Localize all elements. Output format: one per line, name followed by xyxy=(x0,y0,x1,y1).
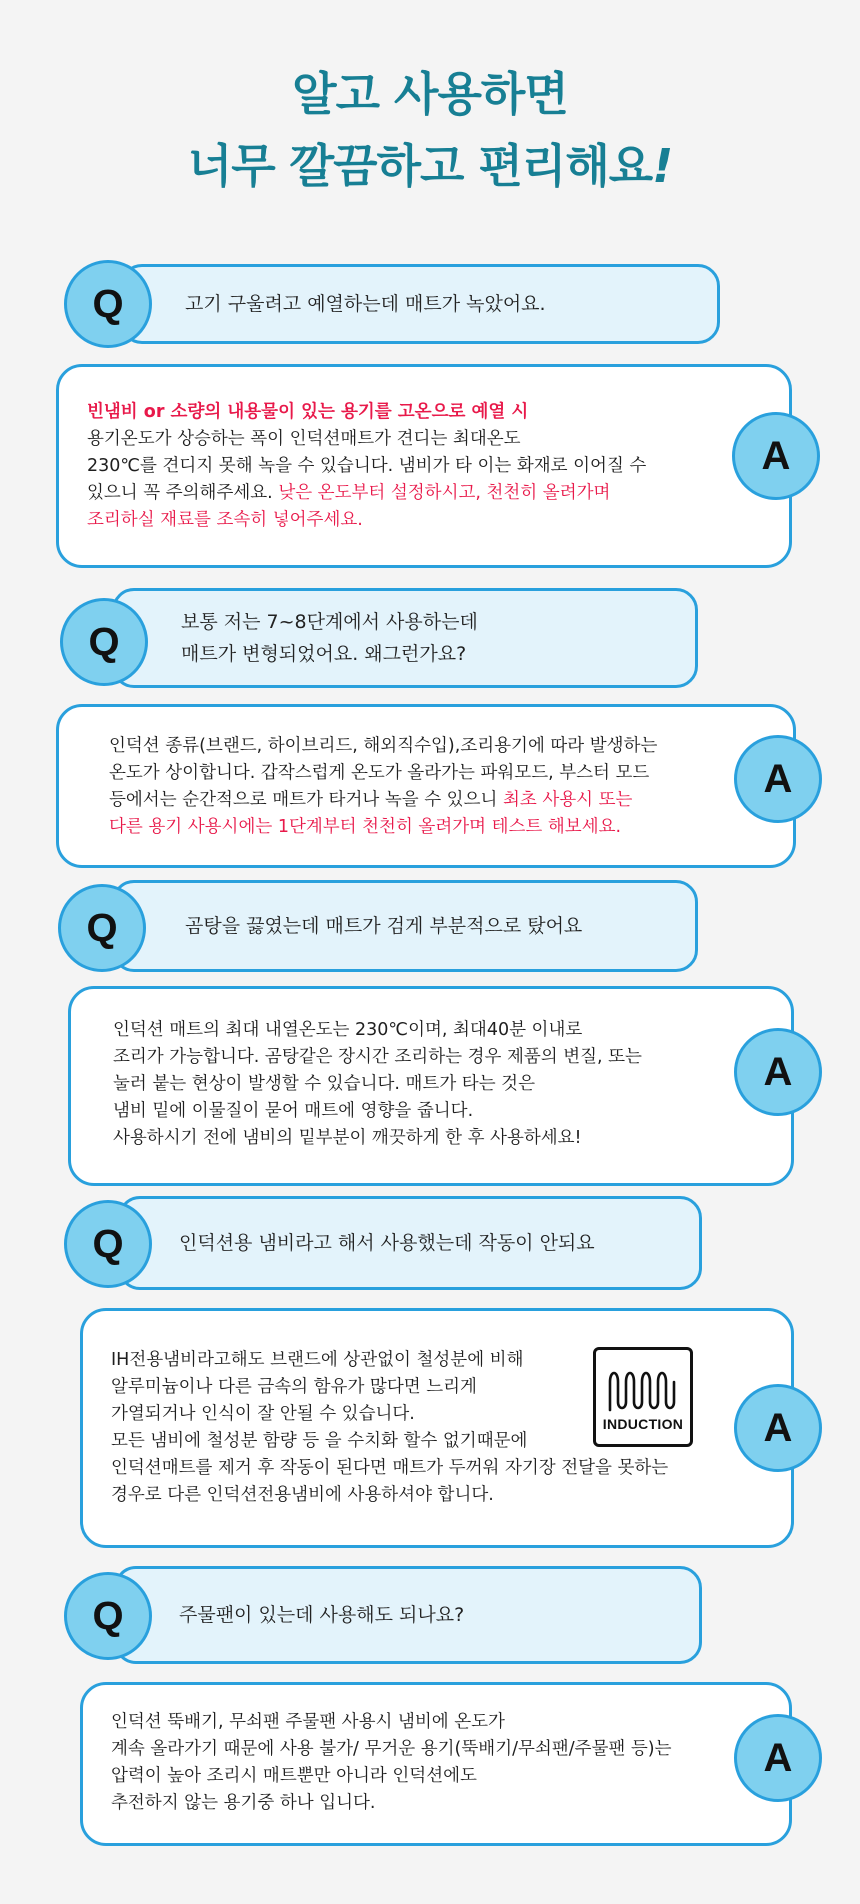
faq-2-answer-line: 등에서는 순간적으로 매트가 타거나 녹을 수 있으니 최초 사용시 또는 xyxy=(109,790,633,810)
faq-5-answer-line: 계속 올라가기 때문에 사용 불가/ 무거운 용기(뚝배기/무쇠팬/주물팬 등)는 xyxy=(111,1739,672,1759)
faq-3-answer-line: 인덕션 매트의 최대 내열온도는 230℃이며, 최대40분 이내로 xyxy=(113,1020,583,1040)
faq-1-answer-highlight: 조리하실 재료를 조속히 넣어주세요. xyxy=(87,510,363,530)
faq-5-a-badge: A xyxy=(734,1714,822,1802)
faq-5-question-text: 주물팬이 있는데 사용해도 되나요? xyxy=(179,1604,465,1626)
faq-2-a-badge: A xyxy=(734,735,822,823)
faq-2-answer-box xyxy=(56,704,796,868)
faq-1-question-text: 고기 구울려고 예열하는데 매트가 녹았어요. xyxy=(185,293,546,315)
faq-4-a-badge: A xyxy=(734,1384,822,1472)
faq-4-question-text: 인덕션용 냄비라고 해서 사용했는데 작동이 안되요 xyxy=(179,1232,595,1254)
faq-4-answer-line: IH전용냄비라고해도 브랜드에 상관없이 철성분에 비해 xyxy=(111,1350,524,1370)
faq-5-answer-line: 인덕션 뚝배기, 무쇠팬 주물팬 사용시 냄비에 온도가 xyxy=(111,1712,505,1732)
faq-3-q-badge: Q xyxy=(58,884,146,972)
faq-3-answer-line: 눌러 붙는 현상이 발생할 수 있습니다. 매트가 타는 것은 xyxy=(113,1074,535,1094)
faq-2-answer-line: 인덕션 종류(브랜드, 하이브리드, 해외직수입),조리용기에 따라 발생하는 xyxy=(109,736,658,756)
faq-4-answer-line: 알루미늄이나 다른 금속의 함유가 많다면 느리게 xyxy=(111,1377,477,1397)
faq-4-answer-line: 경우로 다른 인덕션전용냄비에 사용하셔야 합니다. xyxy=(111,1485,494,1505)
page-title xyxy=(0,58,860,202)
faq-4-answer-line: 가열되거나 인식이 잘 안될 수 있습니다. xyxy=(111,1404,415,1424)
faq-5-answer-line: 추전하지 않는 용기중 하나 입니다. xyxy=(111,1793,376,1813)
faq-5-answer-box xyxy=(80,1682,792,1846)
faq-1-answer-box xyxy=(56,364,792,568)
faq-2-question-text: 매트가 변형되었어요. 왜그런가요? xyxy=(181,643,467,665)
faq-1-answer-line: 용기온도가 상승하는 폭이 인덕션매트가 견디는 최대온도 xyxy=(87,429,521,449)
faq-5-answer-line: 압력이 높아 조리시 매트뿐만 아니라 인덕션에도 xyxy=(111,1766,477,1786)
faq-3-answer-line: 조리가 가능합니다. 곰탕같은 장시간 조리하는 경우 제품의 변질, 또는 xyxy=(113,1047,642,1067)
induction-label: INDUCTION xyxy=(602,1416,684,1432)
faq-4-answer-box xyxy=(80,1308,794,1548)
faq-1-answer-line: 230℃를 견디지 못해 녹을 수 있습니다. 냄비가 타 이는 화재로 이어질 수 xyxy=(87,456,647,476)
faq-1-q-badge: Q xyxy=(64,260,152,348)
faq-5-question-box xyxy=(114,1566,702,1664)
faq-2-q-badge: Q xyxy=(60,598,148,686)
induction-coil-icon xyxy=(604,1358,682,1418)
faq-1-answer-line: 있으니 꼭 주의해주세요. 낮은 온도부터 설정하시고, 천천히 올려가며 xyxy=(87,483,611,503)
faq-3-answer-box xyxy=(68,986,794,1186)
faq-1-question-box xyxy=(120,264,720,344)
faq-2-question-text: 보통 저는 7~8단계에서 사용하는데 xyxy=(181,611,478,633)
title-line-1: 알고 사용하면 xyxy=(292,67,568,121)
faq-5-q-badge: Q xyxy=(64,1572,152,1660)
faq-4-question-box xyxy=(118,1196,702,1290)
faq-4-q-badge: Q xyxy=(64,1200,152,1288)
faq-3-answer-line: 사용하시기 전에 냄비의 밑부분이 깨끗하게 한 후 사용하세요! xyxy=(113,1128,582,1148)
title-line-2: 너무 깔끔하고 편리해요! xyxy=(187,139,673,193)
faq-2-answer-highlight: 최초 사용시 또는 xyxy=(502,790,633,810)
faq-2-answer-highlight: 다른 용기 사용시에는 1단계부터 천천히 올려가며 테스트 해보세요. xyxy=(109,817,622,837)
induction-badge xyxy=(593,1347,693,1447)
faq-3-question-box xyxy=(112,880,698,972)
faq-2-answer-line: 온도가 상이합니다. 갑작스럽게 온도가 올라가는 파워모드, 부스터 모드 xyxy=(109,763,650,783)
faq-2-question-box xyxy=(112,588,698,688)
faq-1-answer-highlight: 낮은 온도부터 설정하시고, 천천히 올려가며 xyxy=(278,483,611,503)
faq-4-answer-line: 모든 냄비에 철성분 함량 등 을 수치화 할수 없기때문에 xyxy=(111,1431,528,1451)
faq-4-answer-line: 인덕션매트를 제거 후 작동이 된다면 매트가 두꺼워 자기장 전달을 못하는 xyxy=(111,1458,669,1478)
faq-3-answer-line: 냄비 밑에 이물질이 묻어 매트에 영향을 줍니다. xyxy=(113,1101,474,1121)
faq-3-question-text: 곰탕을 끓였는데 매트가 검게 부분적으로 탔어요 xyxy=(185,915,583,937)
faq-3-a-badge: A xyxy=(734,1028,822,1116)
faq-1-answer-headline: 빈냄비 or 소량의 내용물이 있는 용기를 고온으로 예열 시 xyxy=(87,402,529,422)
faq-1-a-badge: A xyxy=(732,412,820,500)
